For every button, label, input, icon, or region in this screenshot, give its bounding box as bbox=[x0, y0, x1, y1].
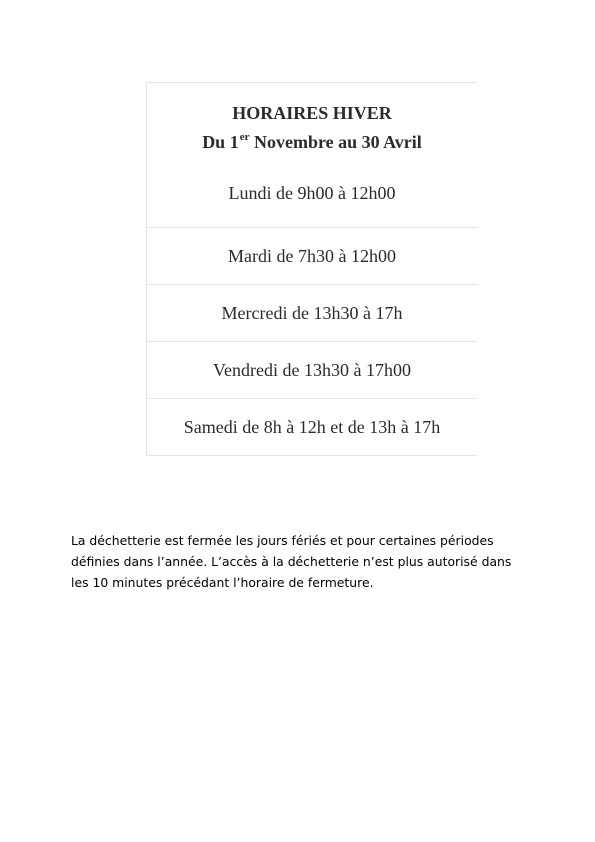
schedule-day-tuesday: Mardi de 7h30 à 12h00 bbox=[147, 228, 477, 285]
schedule-period bbox=[202, 133, 422, 151]
schedule-period-suffix: Novembre au 30 Avril bbox=[249, 132, 422, 152]
schedule-day-monday: Lundi de 9h00 à 12h00 bbox=[228, 183, 396, 203]
closure-notice bbox=[71, 530, 531, 593]
schedule-day-friday: Vendredi de 13h30 à 17h00 bbox=[147, 342, 477, 399]
schedule-period-prefix: Du 1 bbox=[202, 132, 239, 152]
schedule-day-wednesday: Mercredi de 13h30 à 17h bbox=[147, 285, 477, 342]
notice-line-3: les 10 minutes précédant l’horaire de fermeture. bbox=[71, 575, 374, 590]
schedule-period-sup: er bbox=[239, 131, 250, 143]
opening-hours-table bbox=[146, 82, 477, 456]
notice-line-1: La déchetterie est fermée les jours fériés et pour certaines périodes bbox=[71, 533, 494, 548]
notice-line-2: définies dans l’année. L’accès à la déchetterie n’est plus autorisé dans bbox=[71, 554, 512, 569]
schedule-title: HORAIRES HIVER bbox=[232, 103, 392, 123]
schedule-day-saturday: Samedi de 8h à 12h et de 13h à 17h bbox=[147, 399, 477, 456]
schedule-header-cell bbox=[147, 83, 477, 228]
